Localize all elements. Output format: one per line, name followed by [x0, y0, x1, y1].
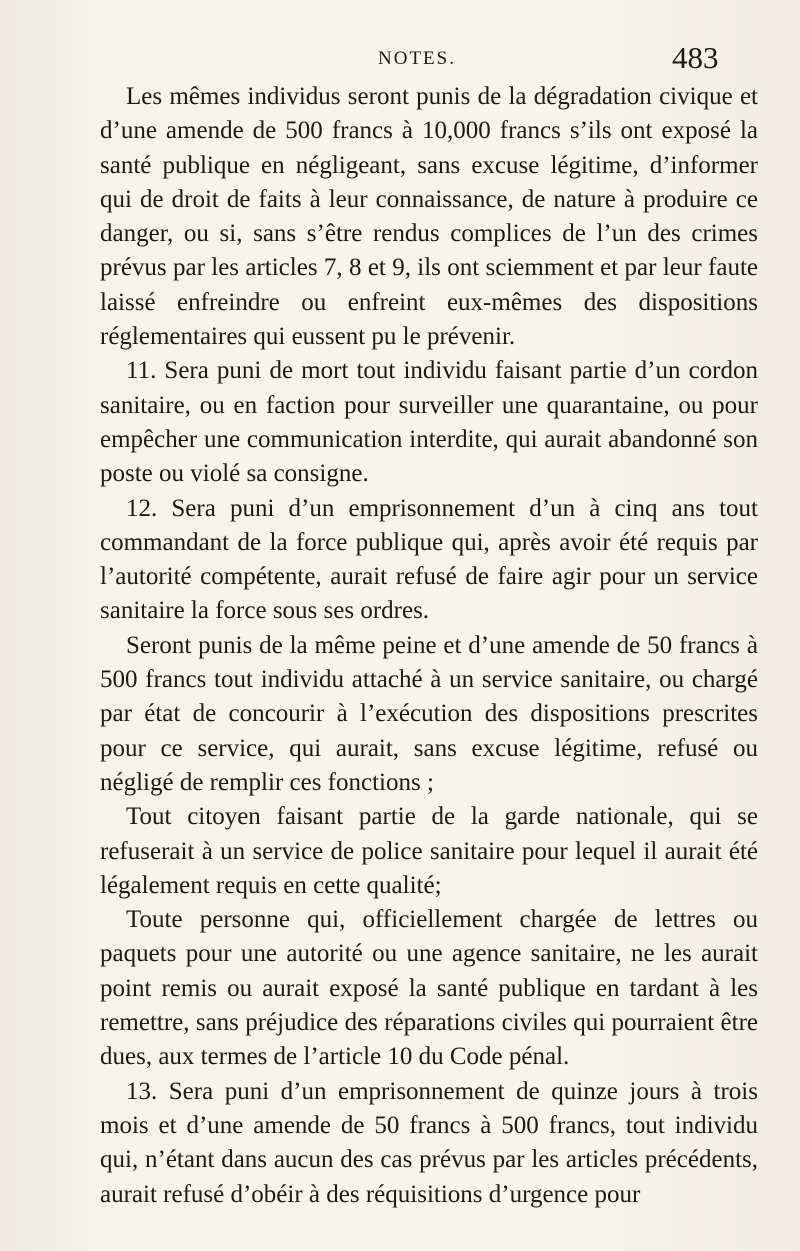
paragraph-article-11: 11. Sera puni de mort tout individu faisant partie d’un cordon sanitaire, ou en faction pour surveiller une quarantaine, ou pour empêcher une communication interdite, qui aurait abandonné son poste ou violé sa consigne. [100, 357, 758, 488]
paragraph-article-12: 12. Sera puni d’un emprisonnement d’un à cinq ans tout commandant de la force publique qui, après avoir été requis par l’autorité compétente, aurait refusé de faire agir pour un service sanitaire la force sous ses ordres. [100, 494, 758, 625]
body-text [100, 80, 758, 1212]
running-head: NOTES. [378, 48, 456, 69]
paragraph-article-13: 13. Sera puni d’un emprisonnement de quinze jours à trois mois et d’une amende de 50 francs à 500 francs, tout individu qui, n’étant dans aucun des cas prévus par les articles précédents, aurait refusé d’obéir à des réquisitions d’urgence pour [100, 1077, 758, 1208]
paragraph: Seront punis de la même peine et d’une amende de 50 francs à 500 francs tout individu attaché à un service sanitaire, ou chargé par état de concourir à l’exécution des dispositions prescrites pour ce service, qui aurait, sans excuse légitime, refusé ou négligé de remplir ces fonctions ; [100, 631, 758, 796]
paragraph: Les mêmes individus seront punis de la dégradation civique et d’une amende de 500 francs à 10,000 francs s’ils ont exposé la santé publique en négligeant, sans excuse légitime, d’informer qui de droit de faits à leur connaissance, de nature à produire ce danger, ou si, sans s’être rendus complices de l’un des crimes prévus par les articles 7, 8 et 9, ils ont sciemment et par leur faute laissé enfreindre ou enfreint eux-mêmes des dispositions réglementaires qui eussent pu le prévenir. [100, 83, 758, 351]
page-header [0, 40, 800, 84]
page-number: 483 [672, 40, 719, 75]
paragraph: Toute personne qui, officiellement chargée de lettres ou paquets pour une autorité ou une agence sanitaire, ne les aurait point remis ou aurait exposé la santé publique en tardant à les remettre, sans préjudice des réparations civiles qui pourraient être dues, aux termes de l’article 10 du Code pénal. [100, 906, 758, 1071]
paragraph: Tout citoyen faisant partie de la garde nationale, qui se refuserait à un service de police sanitaire pour lequel il aurait été légalement requis en cette qualité; [100, 803, 758, 899]
